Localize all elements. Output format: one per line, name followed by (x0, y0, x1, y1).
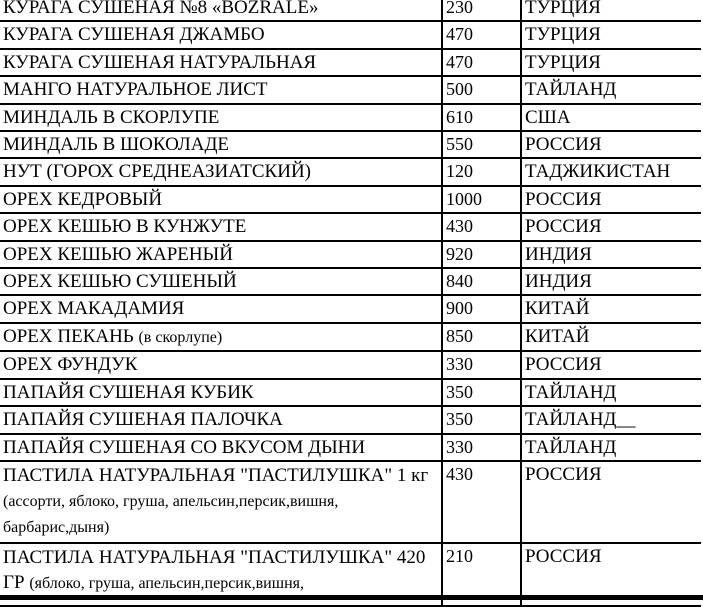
product-country: КИТАЙ (521, 295, 701, 322)
product-price: 920 (442, 241, 521, 268)
table-row (0, 406, 701, 433)
product-name: ОРЕХ КЕШЬЮ СУШЕНЫЙ (0, 268, 442, 295)
product-price: 330 (442, 434, 521, 461)
product-price: 330 (442, 351, 521, 378)
product-name: ОРЕХ КЕДРОВЫЙ (0, 186, 442, 213)
product-country: ТУРЦИЯ (521, 21, 701, 48)
product-price: 230 (442, 0, 521, 21)
table-row (0, 461, 701, 543)
product-country: РОССИЯ (521, 543, 701, 606)
table-row (0, 295, 701, 322)
product-name-cell (0, 461, 442, 543)
product-name: ОРЕХ МАКАДАМИЯ (0, 295, 442, 322)
table-row (0, 268, 701, 295)
product-price: 1000 (442, 186, 521, 213)
product-price: 840 (442, 268, 521, 295)
product-name: ПАСТИЛА НАТУРАЛЬНАЯ "ПАСТИЛУШКА" 1 кг (3, 464, 429, 486)
table-row (0, 241, 701, 268)
product-price: 470 (442, 49, 521, 76)
screen-bottom-edge (0, 595, 703, 600)
product-country: ИНДИЯ (521, 241, 701, 268)
table-row (0, 434, 701, 461)
table-row (0, 351, 701, 378)
product-price: 900 (442, 295, 521, 322)
product-name: КУРАГА СУШЕНАЯ НАТУРАЛЬНАЯ (0, 49, 442, 76)
product-country: ТАЙЛАНД__ (521, 406, 701, 433)
product-price: 470 (442, 21, 521, 48)
product-name: ПАПАЙЯ СУШЕНАЯ ПАЛОЧКА (0, 406, 442, 433)
table-row (0, 104, 701, 131)
table-row (0, 0, 701, 21)
table-row (0, 21, 701, 48)
product-name: ОРЕХ ФУНДУК (0, 351, 442, 378)
product-name: ОРЕХ КЕШЬЮ В КУНЖУТЕ (0, 213, 442, 240)
product-price: 550 (442, 131, 521, 158)
product-name: МИНДАЛЬ В ШОКОЛАДЕ (0, 131, 442, 158)
product-name-cell (0, 323, 442, 351)
product-country: ИНДИЯ (521, 268, 701, 295)
product-country: КИТАЙ (521, 323, 701, 351)
product-country: ТАЙЛАНД (521, 379, 701, 406)
product-price: 350 (442, 406, 521, 433)
product-name: КУРАГА СУШЕНАЯ №8 «BOZRALE» (0, 0, 442, 21)
table-row (0, 186, 701, 213)
product-country: РОССИЯ (521, 351, 701, 378)
product-price: 430 (442, 461, 521, 543)
product-note: (ассорти, яблоко, груша, апельсин,персик,вишня, барбарис,дыня) (3, 492, 339, 536)
product-country: ТУРЦИЯ (521, 49, 701, 76)
product-country: РОССИЯ (521, 131, 701, 158)
product-price: 500 (442, 76, 521, 103)
product-name: ПАПАЙЯ СУШЕНАЯ СО ВКУСОМ ДЫНИ (0, 434, 442, 461)
product-country: США (521, 104, 701, 131)
product-note: (яблоко, груша, апельсин,персик,вишня, (29, 574, 304, 592)
table-row (0, 76, 701, 103)
table-row (0, 379, 701, 406)
product-name: ОРЕХ ПЕКАНЬ (3, 325, 134, 347)
product-name: ОРЕХ КЕШЬЮ ЖАРЕНЫЙ (0, 241, 442, 268)
table-row (0, 49, 701, 76)
table-row (0, 213, 701, 240)
product-price: 610 (442, 104, 521, 131)
product-name: ПАПАЙЯ СУШЕНАЯ КУБИК (0, 379, 442, 406)
product-name: МАНГО НАТУРАЛЬНОЕ ЛИСТ (0, 76, 442, 103)
table-row (0, 323, 701, 351)
product-country: ТАЙЛАНД (521, 434, 701, 461)
product-country: РОССИЯ (521, 461, 701, 543)
product-name: КУРАГА СУШЕНАЯ ДЖАМБО (0, 21, 442, 48)
product-country: РОССИЯ (521, 186, 701, 213)
product-country: РОССИЯ (521, 213, 701, 240)
product-price: 850 (442, 323, 521, 351)
product-price: 430 (442, 213, 521, 240)
table-row (0, 131, 701, 158)
product-country: ТАЙЛАНД (521, 76, 701, 103)
product-price: 210 (442, 543, 521, 606)
product-price: 120 (442, 158, 521, 185)
table-row (0, 158, 701, 185)
product-country: ТАДЖИКИСТАН (521, 158, 701, 185)
product-price: 350 (442, 379, 521, 406)
product-name: МИНДАЛЬ В СКОРЛУПЕ (0, 104, 442, 131)
product-name: ПАСТИЛА НАТУРАЛЬНАЯ "ПАСТИЛУШКА" 420 ГР (3, 546, 426, 593)
product-country: ТУРЦИЯ (521, 0, 701, 21)
product-note: (в скорлупе) (138, 328, 223, 346)
product-name: НУТ (ГОРОХ СРЕДНЕАЗИАТСКИЙ) (0, 158, 442, 185)
